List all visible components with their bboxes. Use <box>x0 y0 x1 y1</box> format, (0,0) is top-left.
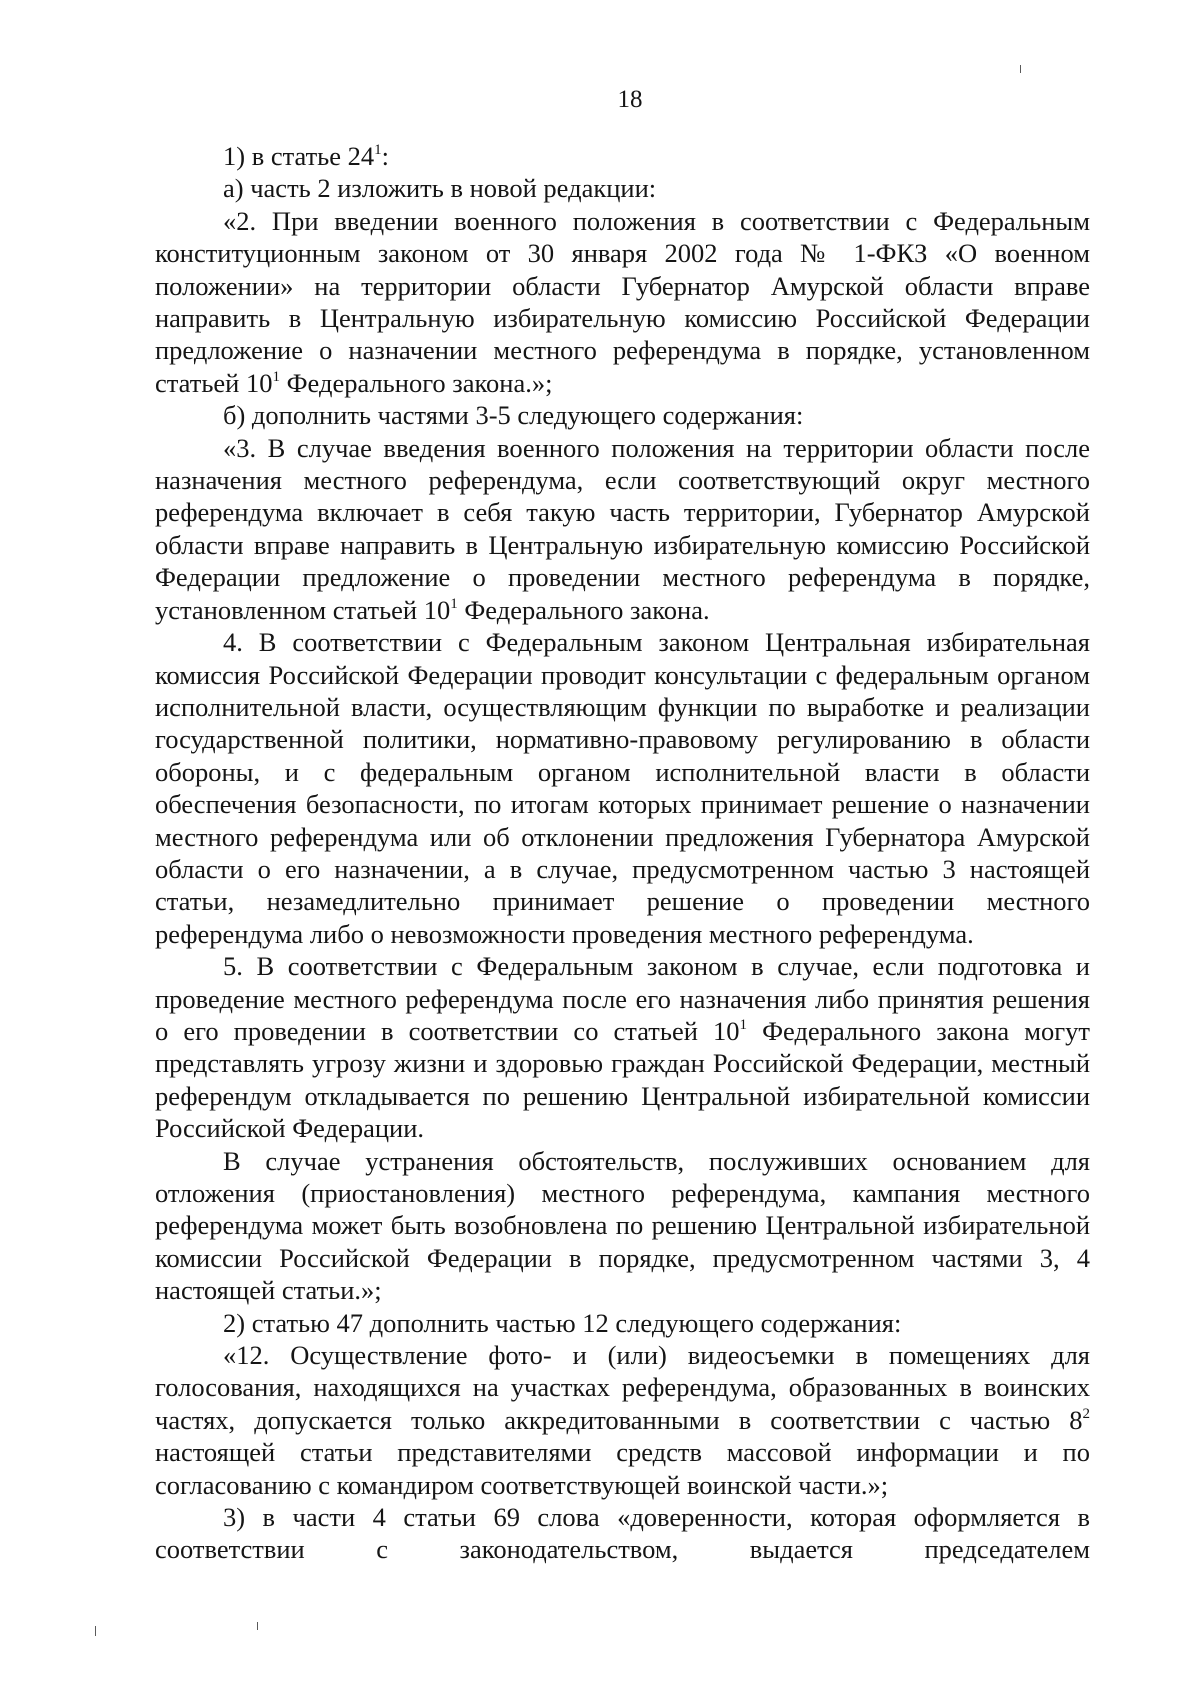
paragraph: б) дополнить частями 3-5 следующего содержания: <box>223 400 804 431</box>
paragraph: 3) в части 4 статьи 69 слова «доверенности, которая оформляется в соответствии с законодательством, выдается председателем <box>155 1502 1090 1565</box>
paragraph: а) часть 2 изложить в новой редакции: <box>223 173 657 204</box>
scan-artifact <box>1020 65 1021 73</box>
paragraph: В случае устранения обстоятельств, послуживших основанием для отложения (приостановления) местного референдума, кампания местного референдума может быть возобновлена по решению Центральной избирательной комиссии Российской Федерации в порядке, предусмотренном частями 3, 4 настоящей статьи.»; <box>155 1145 1090 1306</box>
paragraph: «2. При введении военного положения в соответствии с Федеральным конституционным законом от 30 января 2002 года № 1-ФКЗ «О военном положении» на территории области Губернатор Амурской области вправе направить в Центральную избирательную комиссию Российской Федерации предложение о назначении местного референдума в порядке, установленном статьей $10^1$ Федерального закона.»; <box>155 205 1090 398</box>
paragraph: 1) в статье $24^1$: <box>223 141 390 171</box>
scan-artifact <box>95 1626 96 1636</box>
paragraph: 5. В соответствии с Федеральным законом в случае, если подготовка и проведение местного референдума после его назначения либо принятия решения о его проведении в соответствии со статьей $10^1$ Федерального закона могут представлять угрозу жизни и здоровью граждан Российской Федерации, местный референдум откладывается по решению Центральной избирательной комиссии Российской Федерации. <box>155 951 1090 1144</box>
page-number: 18 <box>617 86 643 113</box>
paragraph: 4. В соответствии с Федеральным законом Центральная избирательная комиссия Российской Федерации проводит консультации с федеральным органом исполнительной власти, осуществляющим функции по выработке и реализации государственной политики, нормативно-правовому регулированию в области обороны, и с федеральным органом исполнительной власти в области обеспечения безопасности, по итогам которых принимает решение о назначении местного референдума или об отклонении предложения Губернатора Амурской области о его назначении, а в случае, предусмотренном частью 3 настоящей статьи, незамедлительно принимает решение о проведении местного референдума либо о невозможности проведения местного референдума. <box>155 627 1090 949</box>
document-body <box>155 140 1090 1566</box>
paragraph: 2) статью 47 дополнить частью 12 следующего содержания: <box>223 1307 902 1338</box>
paragraph: «12. Осуществление фото- и (или) видеосъемки в помещениях для голосования, находящихся на участках референдума, образованных в воинских частях, допускается только аккредитованными в соответствии с частью $8^2$ настоящей статьи представителями средств массовой информации и по согласованию с командиром соответствующей воинской части.»; <box>155 1340 1090 1500</box>
scan-artifact <box>257 1622 258 1630</box>
paragraph: «3. В случае введения военного положения на территории области после назначения местного референдума, если соответствующий округ местного референдума включает в себя такую часть территории, Губернатор Амурской области вправе направить в Центральную избирательную комиссию Российской Федерации предложение о проведении местного референдума в порядке, установленном статьей $10^1$ Федерального закона. <box>155 432 1090 625</box>
